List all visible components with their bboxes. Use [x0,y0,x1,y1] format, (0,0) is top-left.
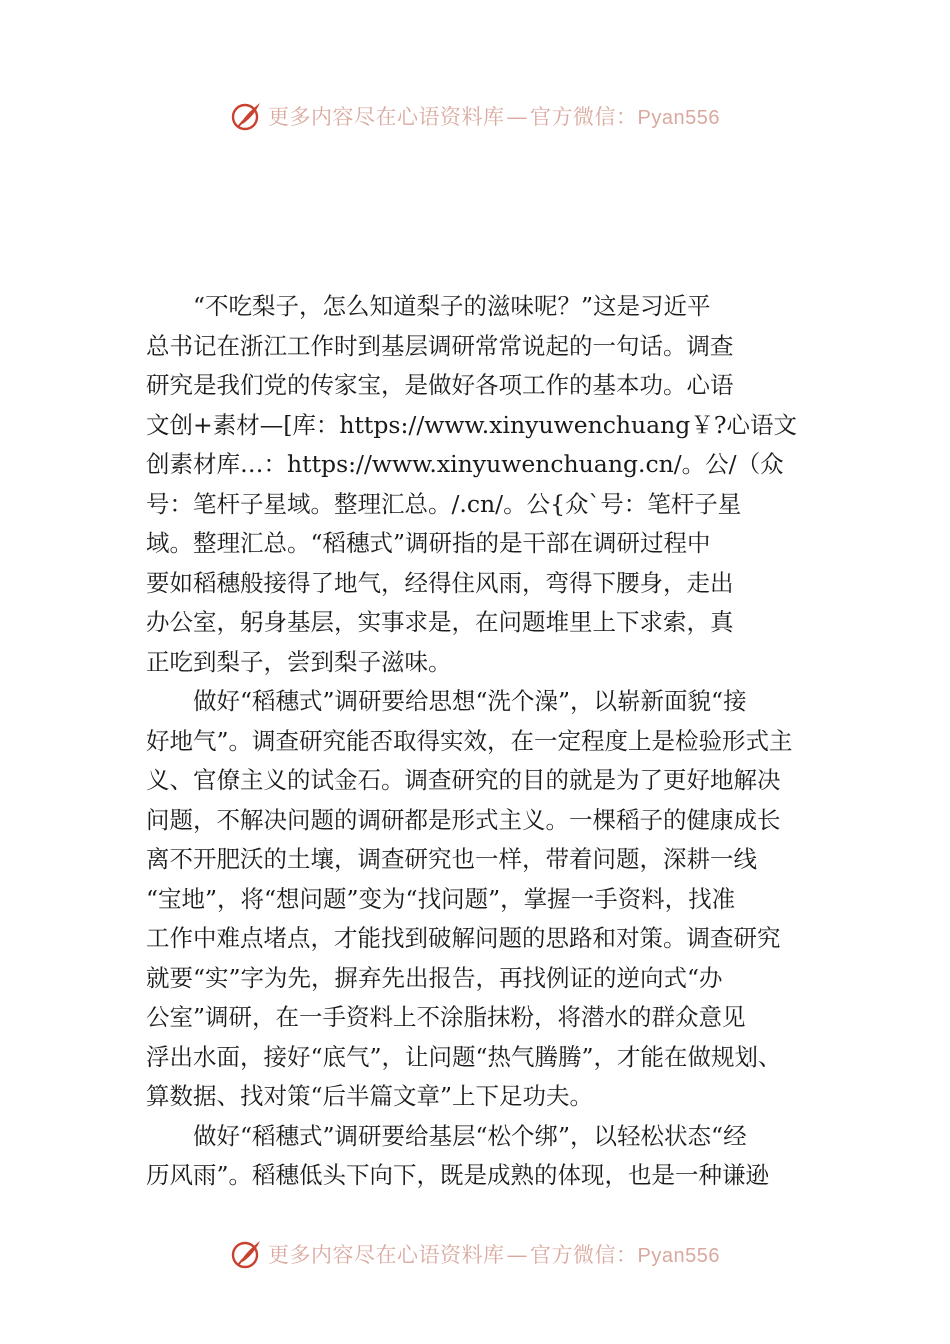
text-line: 做好“稻穗式”调研要给基层“松个绑”，以轻松状态“经 [193,1121,747,1150]
text-line: 要如稻穗般接得了地气，经得住风雨，弯得下腰身，走出 [146,568,734,597]
watermark-text: 更多内容尽在心语资料库—官方微信：Pyan556 [268,1243,720,1267]
header-watermark [0,96,950,136]
text-line: 工作中难点堵点，才能找到破解问题的思路和对策。调查研究 [146,924,781,952]
text-line: 义、官僚主义的试金石。调查研究的目的就是为了更好地解决 [146,766,781,794]
paragraph-3 [146,1117,836,1196]
text-line: 总书记在浙江工作时到基层调研常常说起的一句话。调查 [146,331,734,360]
text-line: 做好“稻穗式”调研要给思想“洗个澡”，以崭新面貌“接 [193,687,747,715]
text-line: 办公室，躬身基层，实事求是，在问题堆里上下求索，真 [146,608,734,636]
paragraph-1 [146,287,836,682]
text-line: 域。整理汇总。“稻穗式”调研指的是干部在调研过程中 [146,529,711,557]
text-line: 问题，不解决问题的调研都是形式主义。一棵稻子的健康成长 [146,805,781,834]
footer-watermark [0,1234,950,1274]
watermark-text: 更多内容尽在心语资料库—官方微信：Pyan556 [268,105,720,129]
text-line: 历风雨”。稻穗低头下向下，既是成熟的体现，也是一种谦逊 [146,1161,770,1189]
paragraph-2 [146,682,836,1117]
text-line: 号：笔杆子星域。整理汇总。/.cn/。公{众`号：笔杆子星 [146,489,742,518]
text-line: “宝地”，将“想问题”变为“找问题”，掌握一手资料，找准 [146,884,736,913]
text-line: 公室”调研，在一手资料上不涂脂抹粉，将潜水的群众意见 [146,1003,746,1031]
text-line: 浮出水面，接好“底气”，让问题“热气腾腾”，才能在做规划、 [146,1042,782,1071]
document-body [146,287,836,1196]
text-line: 正吃到梨子，尝到梨子滋味。 [146,647,452,676]
quill-logo-icon [230,99,264,133]
text-line: 创素材库…：https://www.xinyuwenchuang.cn/。公/（众 [146,450,784,478]
quill-logo-icon [230,1237,264,1271]
text-line: 文创+素材—[库：https://www.xinyuwenchuang￥?心语文 [146,410,797,439]
text-line: 离不开肥沃的土壤，调查研究也一样，带着问题，深耕一线 [146,845,757,873]
text-line: “不吃梨子，怎么知道梨子的滋味呢？”这是习近平 [193,292,711,320]
text-line: 研究是我们党的传家宝，是做好各项工作的基本功。心语 [146,371,734,399]
text-line: 好地气”。调查研究能否取得实效，在一定程度上是检验形式主 [146,726,793,755]
text-line: 算数据、找对策“后半篇文章”上下足功夫。 [146,1082,594,1110]
text-line: 就要“实”字为先，摒弃先出报告，再找例证的逆向式“办 [146,963,723,992]
